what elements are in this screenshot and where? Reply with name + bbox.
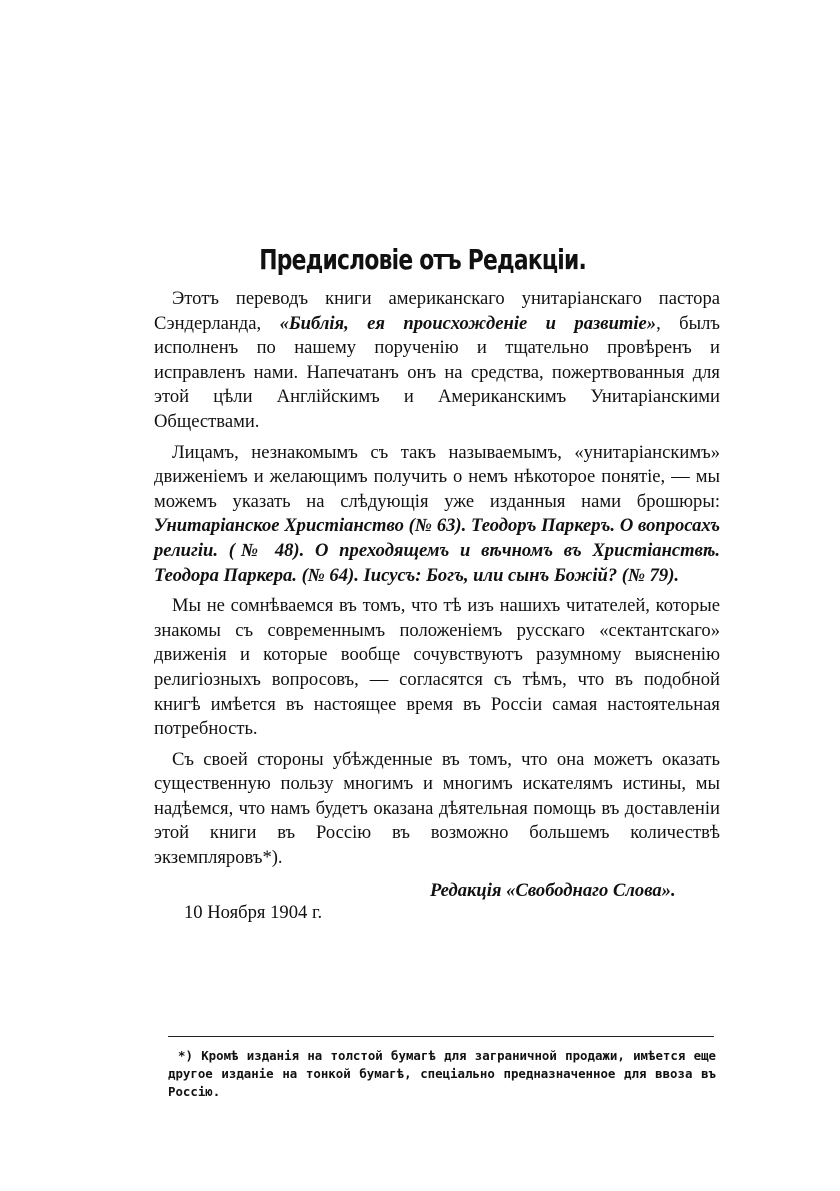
publication-date: 10 Ноября 1904 г.: [184, 902, 323, 923]
preface-body: [154, 287, 720, 877]
footnote: [168, 1047, 716, 1101]
paragraph-1-book-title: «Библія, ея происхожденіе и развитіе»: [279, 312, 657, 334]
page-title: Предисловіе отъ Редакціи.: [259, 242, 587, 276]
paragraph-4-text: Съ своей стороны убѣжденные въ томъ, что она можетъ оказать существенную пользу многимъ и многимъ искателямъ истины, мы надѣемся, что намъ будетъ оказана дѣятельная помощь въ доставленіи этой книги въ Россію въ возможно большемъ количествѣ экземпляровъ*).: [154, 748, 720, 869]
editorial-signature: Редакція «Свободнаго Слова».: [430, 880, 676, 901]
paragraph-3: [154, 594, 720, 742]
paragraph-2-text-a: Лицамъ, незнакомымъ съ такъ называемымъ, «унитаріанскимъ» движеніемъ и желающимъ получить о немъ нѣкоторое понятіе, — мы можемъ указать на слѣдующія уже изданныя нами брошюры:: [154, 441, 720, 512]
paragraph-1-text-b: , былъ исполненъ по нашему порученію и тщательно провѣренъ и исправленъ нами. Напечатанъ онъ на средства, пожертвованныя для этой цѣли Англійскимъ и Американскимъ Унитаріанскими Обществами.: [154, 312, 720, 432]
paragraph-3-text: Мы не сомнѣваемся въ томъ, что тѣ изъ нашихъ читателей, которые знакомы съ современнымъ положеніемъ русскаго «сектантскаго» движенія и которые вообще сочувствуютъ разумному выясненію религіозныхъ вопросовъ, — согласятся съ тѣмъ, что въ подобной книгѣ имѣется въ настоящее время въ Россіи самая настоятельная потребность.: [154, 595, 720, 740]
paragraph-2-brochure-list: Унитаріанское Христіанство (№ 63). Теодоръ Паркеръ. О вопросахъ религіи. (№ 48). О преходящемъ и вѣчномъ въ Христіанствѣ. Теодора Паркера. (№ 64). Іисусъ: Богъ, или сынъ Божій? (№ 79).: [154, 515, 720, 586]
paragraph-1: [154, 287, 720, 435]
footnote-text: *) Кромѣ изданія на толстой бумагѣ для заграничной продажи, имѣется еще другое изданіе на тонкой бумагѣ, спеціально предназначенное для ввоза въ Россію.: [168, 1048, 716, 1099]
paragraph-1-text-a: Этотъ переводъ книги американскаго унитаріанскаго пастора Сэндерланда,: [154, 288, 720, 334]
footnote-divider: [168, 1036, 714, 1037]
paragraph-4: [154, 748, 720, 871]
paragraph-2: [154, 441, 720, 589]
